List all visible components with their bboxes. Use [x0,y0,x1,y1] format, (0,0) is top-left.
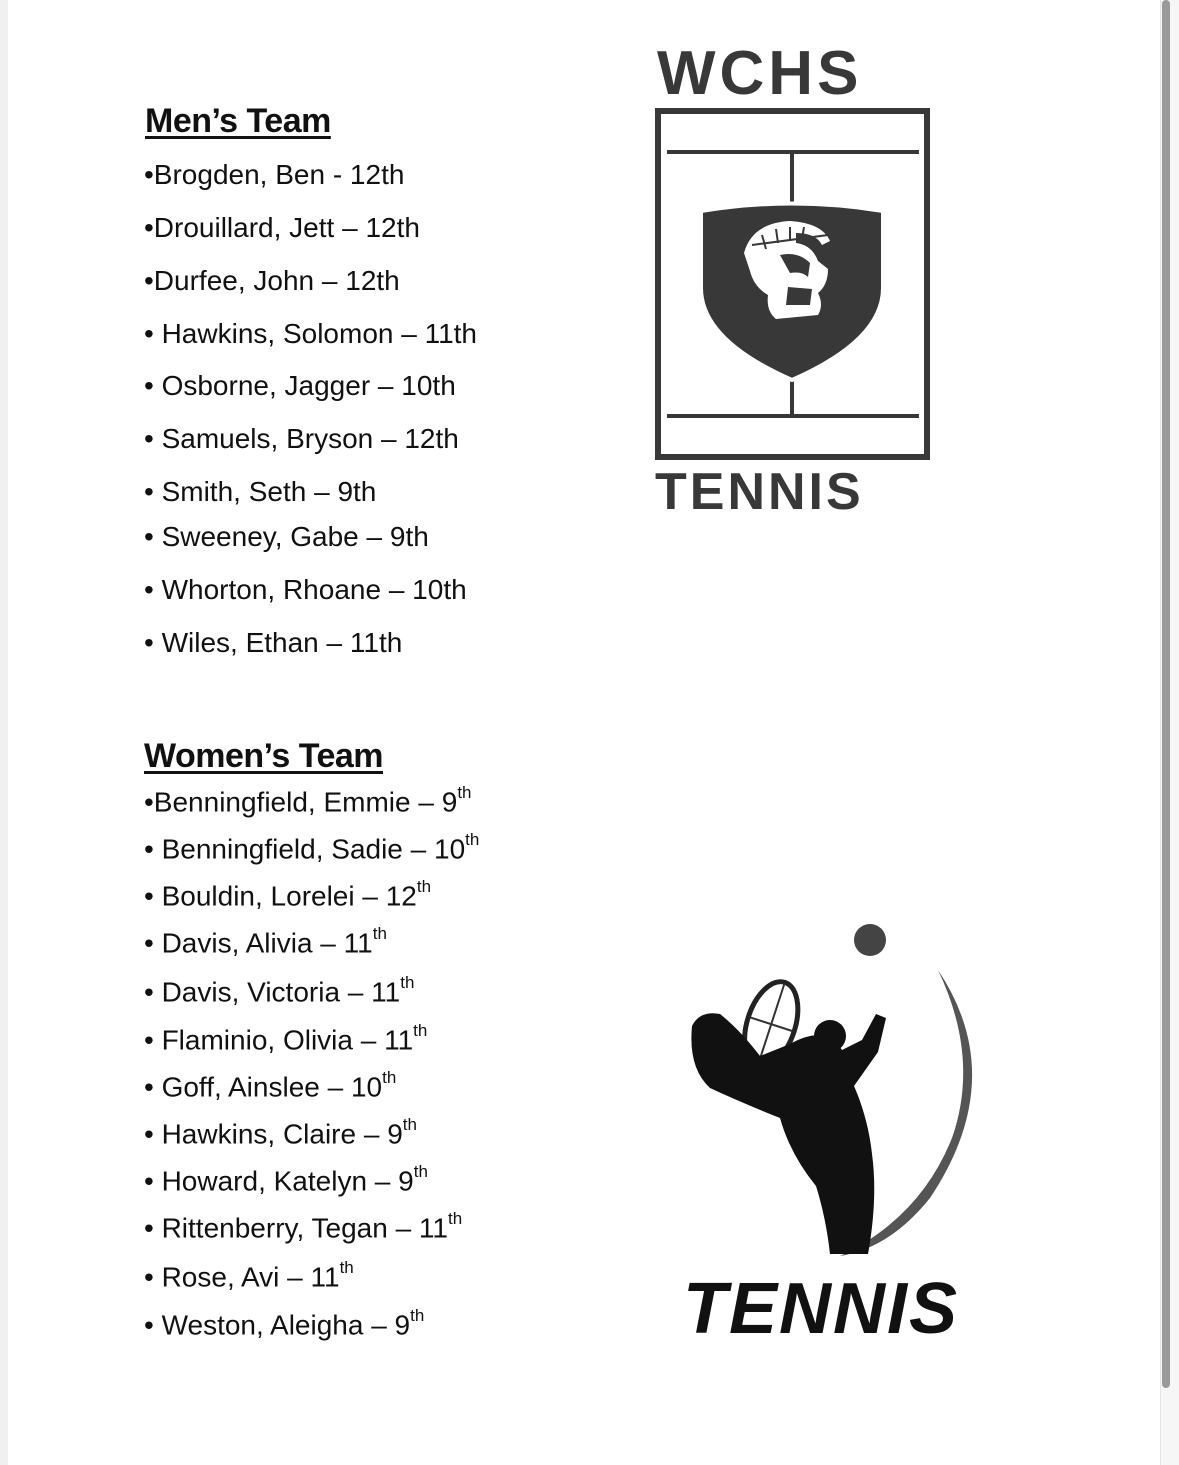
mens-player-item: •Durfee, John – 12th [144,265,400,296]
logo-bottom-sport: TENNIS [683,1269,960,1349]
womens-player-item: • Rittenberry, Tegan – 11th [144,1209,463,1244]
womens-player-item: • Hawkins, Claire – 9th [144,1115,417,1150]
womens-player-item: • Bouldin, Lorelei – 12th [144,877,432,912]
mens-team-heading: Men’s Team [145,102,331,140]
spartan-helmet-icon [732,215,842,327]
womens-player-item: • Howard, Katelyn – 9th [144,1162,428,1197]
mens-player-item: • Smith, Seth – 9th [144,476,377,507]
womens-team-heading: Women’s Team [144,737,383,775]
mens-player-item: • Samuels, Bryson – 12th [144,423,459,454]
womens-player-item: • Flaminio, Olivia – 11th [144,1021,428,1056]
mens-player-item: • Wiles, Ethan – 11th [144,627,403,658]
logo-top-sport: TENNIS [655,463,864,521]
mens-player-item: • Sweeney, Gabe – 9th [144,521,429,552]
womens-player-item: • Rose, Avi – 11th [144,1258,354,1293]
womens-player-item: • Davis, Alivia – 11th [144,924,387,959]
tennis-player-silhouette-icon [680,918,1010,1268]
womens-player-item: • Benningfield, Sadie – 10th [144,830,480,865]
womens-player-item: •Benningfield, Emmie – 9th [144,783,472,818]
womens-player-item: • Davis, Victoria – 11th [144,973,415,1008]
womens-player-item: • Weston, Aleigha – 9th [144,1306,425,1341]
mens-player-item: • Hawkins, Solomon – 11th [144,318,478,349]
logo-school-name: WCHS [657,39,863,108]
mens-player-item: • Osborne, Jagger – 10th [144,370,456,401]
mens-player-item: •Brogden, Ben - 12th [144,159,405,190]
scrollbar-thumb[interactable] [1162,0,1170,1388]
womens-player-item: • Goff, Ainslee – 10th [144,1068,397,1103]
mens-player-item: •Drouillard, Jett – 12th [144,212,420,243]
mens-player-item: • Whorton, Rhoane – 10th [144,574,467,605]
